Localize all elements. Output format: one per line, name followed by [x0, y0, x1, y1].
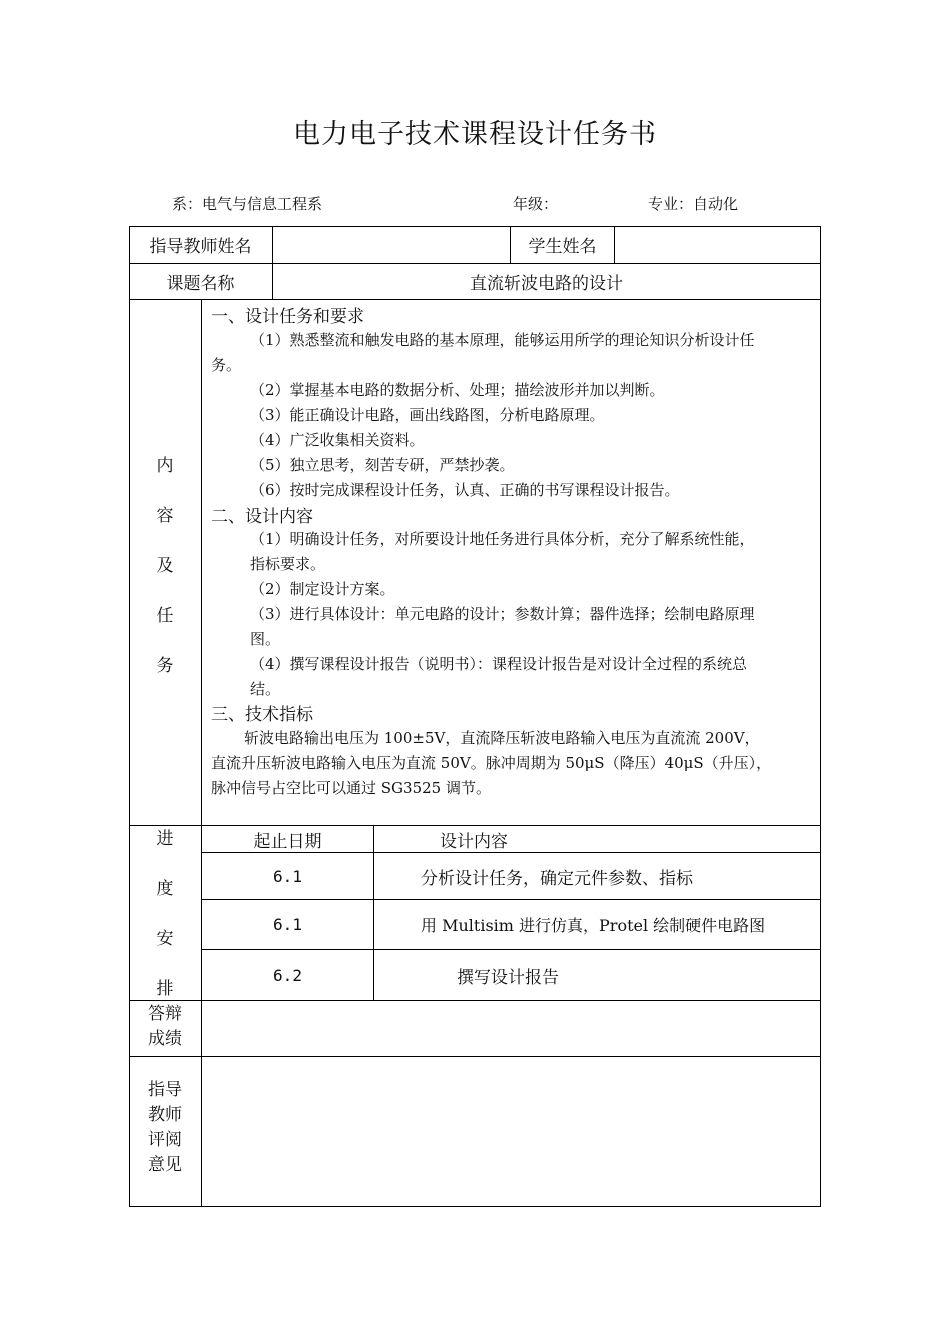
section-2-line: 指标要求。	[250, 555, 326, 573]
section-1-line: （3）能正确设计电路，画出线路图，分析电路原理。	[250, 406, 605, 424]
advisor-name-value[interactable]	[273, 226, 510, 263]
content-label-char: 务	[156, 656, 174, 676]
schedule-label-char: 排	[156, 979, 174, 999]
defense-score-label	[129, 1002, 201, 1052]
schedule-row-content: 用 Multisim 进行仿真，Protel 绘制硬件电路图	[421, 916, 766, 935]
grade-field: 年级：	[513, 195, 559, 213]
schedule-row-content: 撰写设计报告	[457, 967, 559, 988]
student-name-value[interactable]	[615, 226, 820, 263]
section-2-line: （1）明确设计任务，对所要设计地任务进行具体分析，充分了解系统性能，	[250, 530, 755, 548]
student-name-label: 学生姓名	[528, 237, 597, 257]
advisor-review-label	[129, 1078, 201, 1178]
content-label-char: 及	[156, 556, 174, 576]
content-label-char: 内	[156, 456, 174, 476]
section-2-line: （3）进行具体设计：单元电路的设计；参数计算；器件选择；绘制电路原理	[250, 605, 755, 623]
section-2-line: （2）制定设计方案。	[250, 580, 395, 598]
advisor-review-value[interactable]	[202, 1057, 820, 1206]
defense-score-value[interactable]	[202, 1001, 820, 1056]
schedule-header-date: 起止日期	[253, 831, 322, 852]
table-border-left	[129, 226, 130, 1207]
defense-label-line: 成绩	[148, 1029, 182, 1049]
table-border-bottom	[129, 1206, 821, 1207]
section-1-title: 一、设计任务和要求	[211, 307, 364, 327]
content-tasks-label	[129, 451, 201, 701]
review-label-line: 评阅	[148, 1130, 182, 1150]
assignment-table	[129, 226, 821, 1207]
schedule-header-content: 设计内容	[440, 831, 508, 852]
schedule-label	[129, 824, 201, 1024]
schedule-label-char: 进	[156, 829, 174, 849]
schedule-row-date: 6.2	[273, 965, 302, 985]
schedule-label-char: 度	[156, 879, 174, 899]
document-title: 电力电子技术课程设计任务书	[293, 119, 657, 150]
review-label-line: 指导	[148, 1080, 182, 1100]
schedule-row-date: 6.1	[273, 866, 302, 886]
section-1-line: （2）掌握基本电路的数据分析、处理；描绘波形并加以判断。	[250, 381, 665, 399]
schedule-label-char: 安	[156, 929, 174, 949]
review-label-line: 教师	[148, 1105, 182, 1125]
section-1-line: （1）熟悉整流和触发电路的基本原理，能够运用所学的理论知识分析设计任	[250, 331, 755, 349]
section-1-line: 务。	[211, 356, 242, 374]
schedule-row-date: 6.1	[273, 915, 302, 934]
section-2-line: 结。	[250, 680, 281, 698]
section-1-line: （6）按时完成课程设计任务，认真、正确的书写课程设计报告。	[250, 481, 680, 499]
schedule-row-content: 分析设计任务，确定元件参数、指标	[421, 868, 693, 889]
topic-value: 直流斩波电路的设计	[470, 274, 623, 294]
section-3-line: 直流升压斩波电路输入电压为直流 50V。脉冲周期为 50μS（降压）40μS（升压），	[211, 754, 772, 772]
major-field: 专业：自动化	[648, 195, 739, 213]
section-3-line: 斩波电路输出电压为 100±5V，直流降压斩波电路输入电压为直流流 200V，	[244, 729, 760, 747]
table-border-right	[820, 226, 821, 1207]
defense-label-line: 答辩	[148, 1004, 182, 1024]
section-2-line: 图。	[250, 630, 281, 648]
row-divider-2	[129, 299, 821, 300]
section-3-title: 三、技术指标	[211, 705, 313, 725]
content-label-char: 容	[156, 506, 174, 526]
section-2-title: 二、设计内容	[211, 507, 313, 527]
department-field: 系：电气与信息工程系	[172, 195, 323, 213]
section-2-line: （4）撰写课程设计报告（说明书）：课程设计报告是对设计全过程的系统总	[250, 655, 748, 673]
section-1-line: （4）广泛收集相关资料。	[250, 431, 425, 449]
section-3-line: 脉冲信号占空比可以通过 SG3525 调节。	[211, 779, 491, 797]
topic-label: 课题名称	[166, 274, 235, 294]
section-1-line: （5）独立思考，刻苦专研，严禁抄袭。	[250, 456, 515, 474]
content-label-char: 任	[156, 606, 174, 626]
review-label-line: 意见	[148, 1155, 182, 1175]
advisor-name-label: 指导教师姓名	[149, 237, 252, 257]
